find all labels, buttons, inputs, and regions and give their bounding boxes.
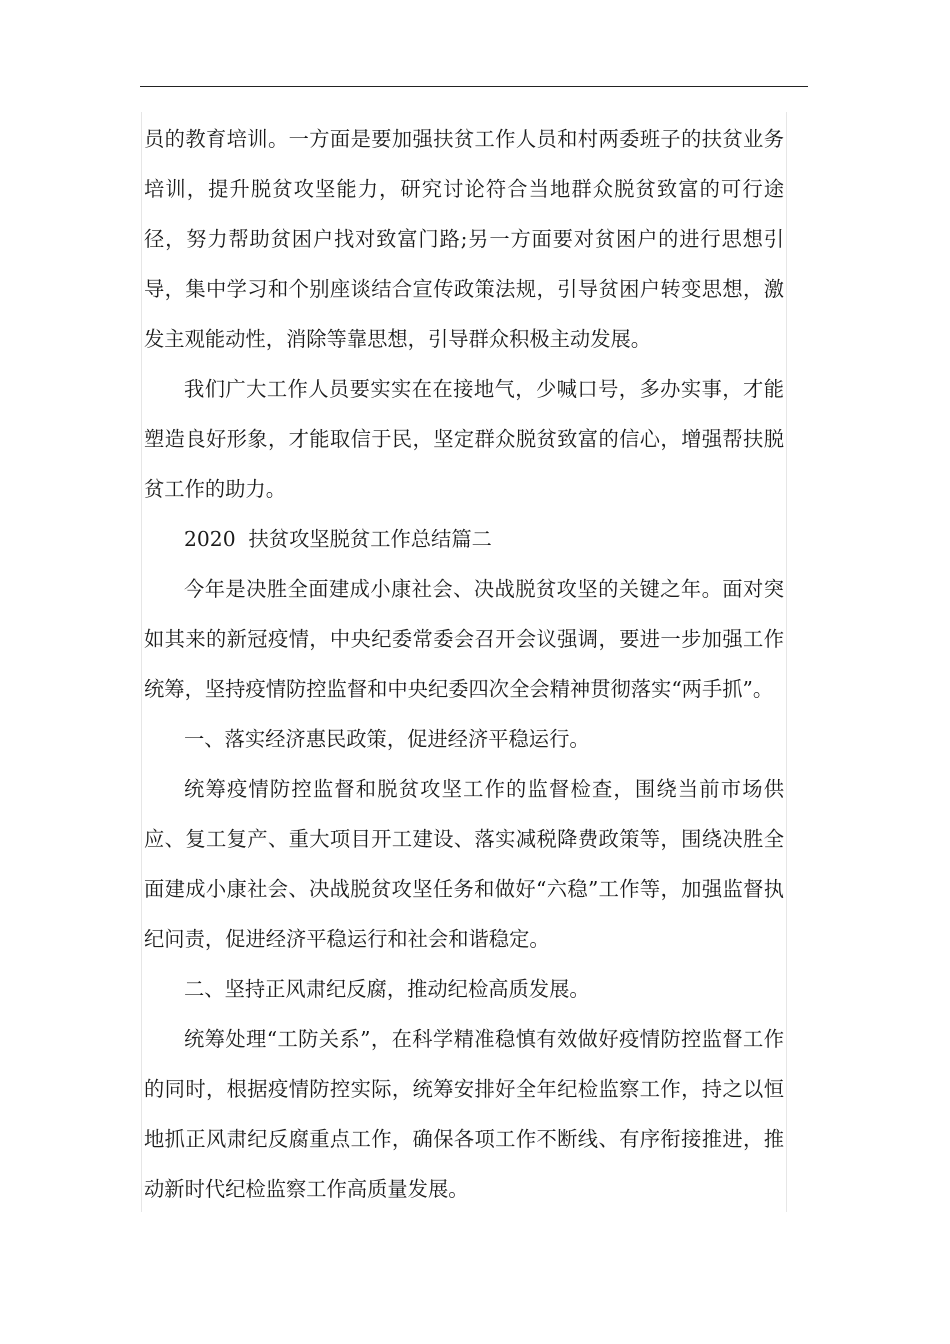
paragraph-continued: 员的教育培训。一方面是要加强扶贫工作人员和村两委班子的扶贫业务培训，提升脱贫攻坚能力，研究讨论符合当地群众脱贫致富的可行途径，努力帮助贫困户找对致富门路;另一方面要对贫困户的进行思想引导，集中学习和个别座谈结合宣传政策法规，引导贫困户转变思想，激发主观能动性，消除等靠思想，引导群众积极主动发展。 [144,127,784,351]
paragraph: 今年是决胜全面建成小康社会、决战脱贫攻坚的关键之年。面对突如其来的新冠疫情，中央纪委常委会召开会议强调，要进一步加强工作统筹，坚持疫情防控监督和中央纪委四次全会精神贯彻落实“两手抓”。 [144,577,784,701]
section-heading: 一、落实经济惠民政策，促进经济平稳运行。 [184,727,590,751]
paragraph: 统筹疫情防控监督和脱贫攻坚工作的监督检查，围绕当前市场供应、复工复产、重大项目开工建设、落实减税降费政策等，围绕决胜全面建成小康社会、决战脱贫攻坚任务和做好“六稳”工作等，加强监督执纪问责，促进经济平稳运行和社会和谐稳定。 [144,777,784,951]
document-body [144,114,784,1214]
paragraph: 我们广大工作人员要实实在在接地气，少喊口号，多办实事，才能塑造良好形象，才能取信于民，坚定群众脱贫致富的信心，增强帮扶脱贫工作的助力。 [144,377,784,501]
section-title: 2020 扶贫攻坚脱贫工作总结篇二 [184,527,492,551]
paragraph: 统筹处理“工防关系”，在科学精准稳慎有效做好疫情防控监督工作的同时，根据疫情防控实际，统筹安排好全年纪检监察工作，持之以恒地抓正风肃纪反腐重点工作，确保各项工作不断线、有序衔接推进，推动新时代纪检监察工作高质量发展。 [144,1027,784,1201]
section-heading: 二、坚持正风肃纪反腐，推动纪检高质发展。 [184,977,590,1001]
header-rule [140,86,808,87]
